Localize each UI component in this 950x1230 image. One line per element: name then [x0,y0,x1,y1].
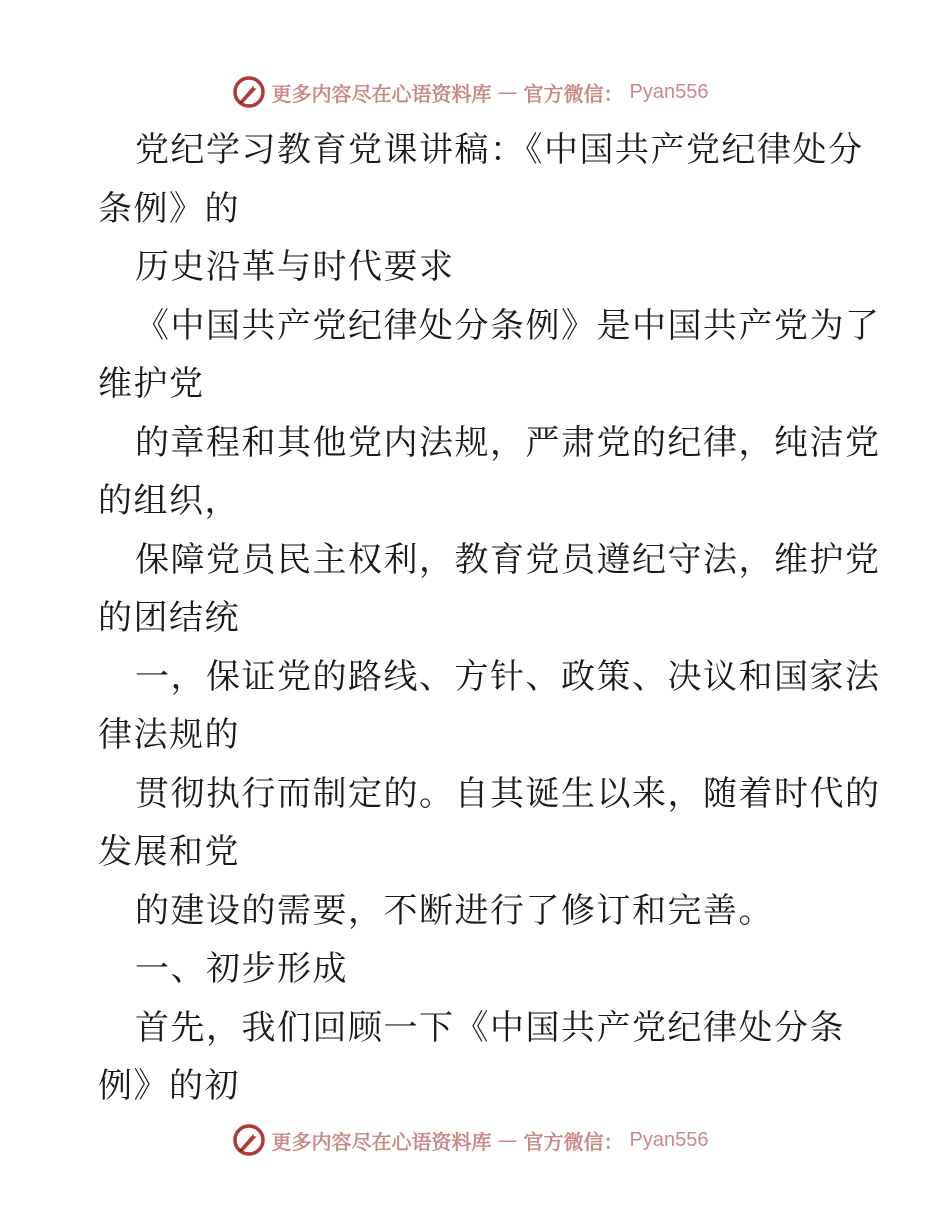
text-line: 保障党员民主权利，教育党员遵纪守法，维护党 [135,539,881,580]
banner-wechat-label: 官方微信： [523,81,624,106]
document-body [98,121,881,1116]
footer-banner [0,1118,950,1162]
header-banner-content [232,75,709,109]
text-line: 发展和党 [98,832,240,872]
banner-dash: — [497,80,518,104]
text-line: 律法规的 [98,715,240,755]
text-line: 一，保证党的路线、方针、政策、决议和国家法 [135,656,881,697]
text-line: 的建设的需要，不断进行了修订和完善。 [135,890,774,931]
banner-site-text: 更多内容尽在心语资料库 [271,81,492,106]
banner-wechat-id: Pyan556 [629,1128,709,1151]
banner-site-text: 更多内容尽在心语资料库 [271,1129,492,1154]
header-banner [0,70,950,114]
text-line: 的章程和其他党内法规，严肃党的纪律，纯洁党 [135,422,881,463]
text-line: 《中国共产党纪律处分条例》是中国共产党为了 [135,305,881,346]
text-line: 维护党 [98,364,205,404]
section-heading: 一、初步形成 [135,949,348,989]
banner-wechat-id: Pyan556 [629,80,709,103]
banner-dash: — [497,1128,518,1152]
banner-wechat-label: 官方微信： [523,1129,624,1154]
text-line: 的组织， [98,481,240,521]
text-line: 党纪学习教育党课讲稿：《中国共产党纪律处分 [135,130,864,170]
text-line: 贯彻执行而制定的。自其诞生以来，随着时代的 [135,773,881,814]
pen-logo-icon [232,75,266,109]
text-line: 例》的初 [98,1066,240,1106]
text-line: 的团结统 [98,598,240,638]
text-line: 首先，我们回顾一下《中国共产党纪律处分条 [135,1007,845,1048]
pen-logo-icon [232,1123,266,1157]
text-line: 历史沿革与时代要求 [135,247,455,287]
footer-banner-content [232,1123,709,1157]
text-line: 条例》的 [98,188,240,229]
